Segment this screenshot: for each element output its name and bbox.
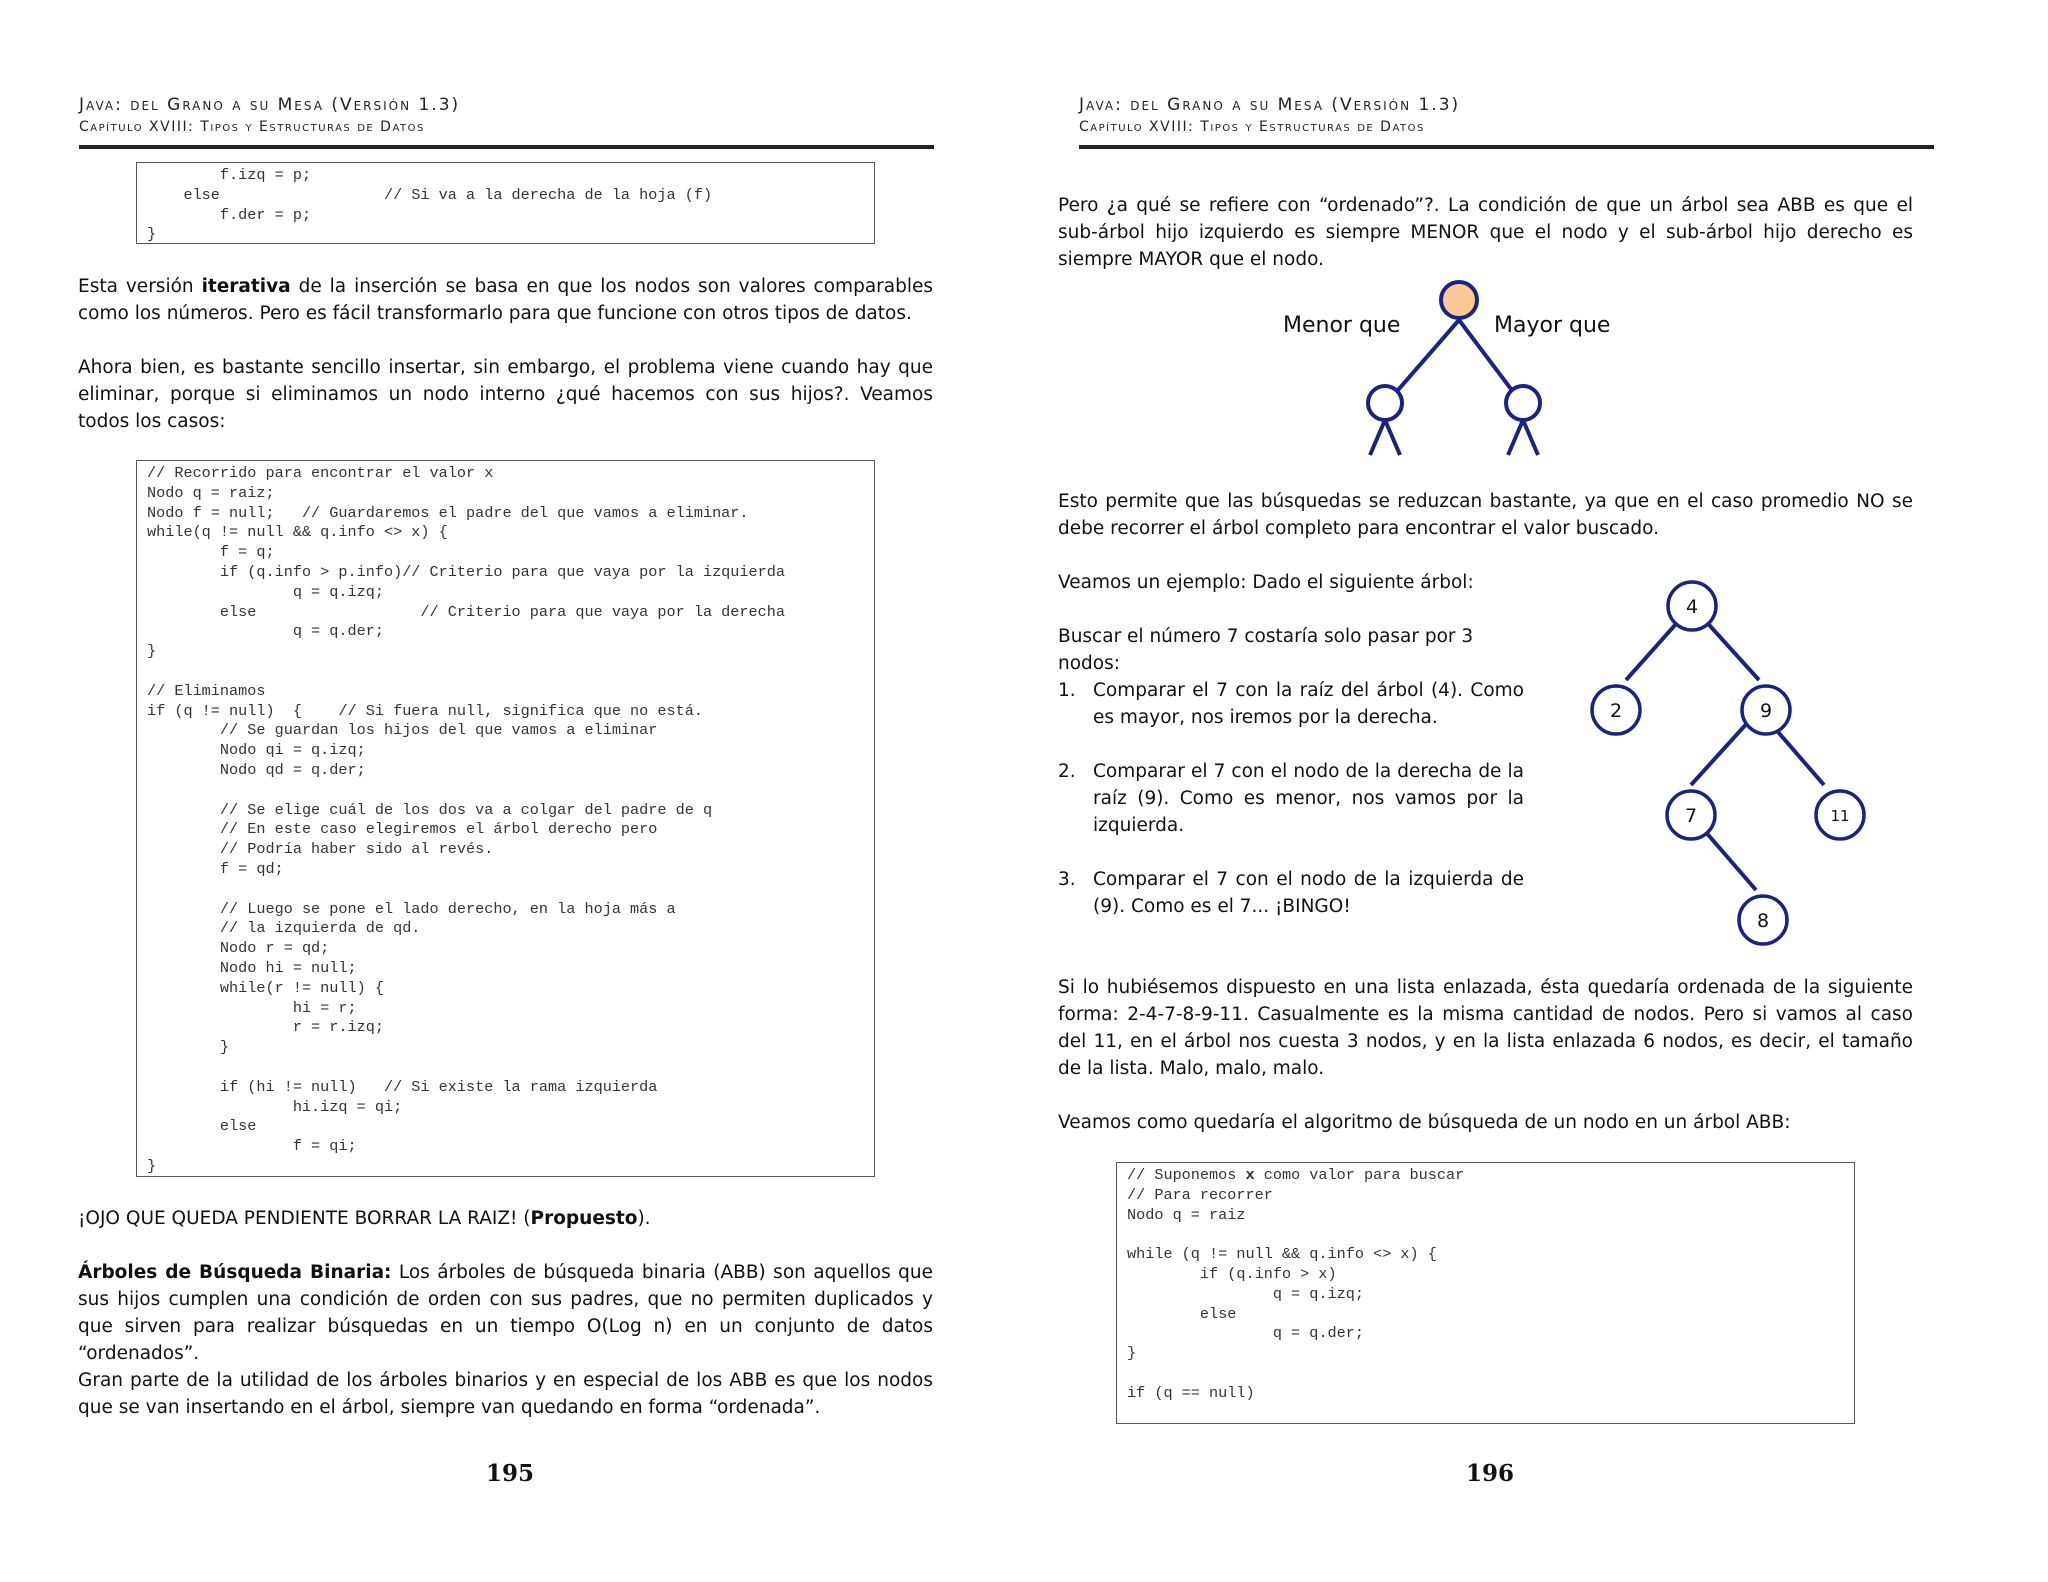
greater-than-label: Mayor que — [1494, 313, 1611, 338]
tree-node-4 — [1668, 582, 1716, 630]
chapter-title: Capítulo XVIII: Tipos y Estructuras de Datos — [79, 119, 425, 135]
list-number: 3. — [1058, 869, 1076, 890]
tree-node-9 — [1742, 686, 1790, 734]
list-text: Comparar el 7 con el nodo de la izquierda de (9). Como es el 7... ¡BINGO! — [1093, 869, 1524, 917]
bold-term: Propuesto — [530, 1208, 638, 1229]
paragraph-search-algorithm-intro: Veamos como quedaría el algoritmo de búsqueda de un nodo en un árbol ABB: — [1058, 1112, 1791, 1133]
node-label: 8 — [1756, 910, 1770, 932]
code-block-delete — [136, 460, 875, 1177]
paragraph-iterative — [78, 273, 933, 327]
tree-node-11 — [1816, 791, 1864, 839]
node-label: 4 — [1685, 596, 1699, 618]
code-block-search — [1116, 1162, 1855, 1424]
code-text — [1127, 1166, 1844, 1404]
list-number: 1. — [1058, 680, 1076, 701]
list-item-step-3 — [1058, 866, 1524, 922]
paragraph-example-intro: Veamos un ejemplo: Dado el siguiente árbol: — [1058, 572, 1474, 593]
paragraph-linked-list-compare: Si lo hubiésemos dispuesto en una lista enlazada, ésta quedaría ordenada de la siguiente forma: 2-4-7-8-9-11. Casualmente es la misma cantidad de nodos. Pero si vamos al caso del 11, en el árbol nos cuesta 3 nodos, y en la lista enlazada 6 nodos, es decir, el tamaño de la lista. Malo, malo, malo. — [1058, 977, 1913, 1079]
book-title: Java: del Grano a su Mesa (Versión 1.3) — [79, 95, 461, 115]
header-rule — [79, 145, 934, 149]
right-child-leg — [1523, 420, 1538, 455]
chapter-title: Capítulo XVIII: Tipos y Estructuras de Datos — [1079, 119, 1425, 135]
list-item-step-2 — [1058, 758, 1524, 842]
code-span: // Para recorrer Nodo q = raiz while (q != null && q.info <> x) { if (q.info > x) q = q.izq; else q = q.der; } if (q == null) — [1127, 1185, 1437, 1402]
node-label: 2 — [1609, 700, 1623, 722]
list-text: Comparar el 7 con la raíz del árbol (4). Como es mayor, nos iremos por la derecha. — [1093, 680, 1524, 728]
root-node — [1441, 282, 1477, 318]
less-than-label: Menor que — [1283, 313, 1401, 338]
paragraph-search-seven: Buscar el número 7 costaría solo pasar por 3 nodos: — [1058, 626, 1474, 674]
left-child-node — [1368, 386, 1402, 420]
text-span: Esta versión — [78, 276, 202, 297]
bold-term: Árboles de Búsqueda Binaria: — [78, 1262, 392, 1283]
text-span: Los árboles de búsqueda binaria (ABB) son aquellos que sus hijos cumplen una condición de orden con sus padres, que no permiten duplicados y que sirven para realizar búsquedas en un tiempo O(Log n) en un conjunto de datos “ordenados”. — [78, 1262, 933, 1364]
book-title: Java: del Grano a su Mesa (Versión 1.3) — [1079, 95, 1461, 115]
code-text: // Recorrido para encontrar el valor x Nodo q = raiz; Nodo f = null; // Guardaremos el padre del que vamos a eliminar. while(q != null && q.info <> x) { f = q; if (q.info > p.info)// Criterio para que vaya por la izquierda q = q.izq; else // Criterio para que vaya por la derecha q = q.der; } // Eliminamos if (q != null) { // Si fuera null, significa que no está. // Se guardan los hijos del que vamos a eliminar Nodo qi = q.izq; Nodo qd = q.der; // Se elige cuál de los dos va a colgar del padre de q // En este caso elegiremos el árbol derecho pero // Podría haber sido al revés. f = qd; // Luego se pone el lado derecho, en la hoja más a // la izquierda de qd. Nodo r = qd; Nodo hi = null; while(r != null) { hi = r; r = r.izq; } if (hi != null) // Si existe la rama izquierda hi.izq = qi; else f = qi; } — [147, 464, 785, 1175]
node-label: 7 — [1684, 805, 1698, 827]
text-span: ). — [637, 1208, 651, 1229]
paragraph-ordered-definition: Pero ¿a qué se refiere con “ordenado”?. La condición de que un árbol sea ABB es que el sub-árbol hijo izquierdo es siempre MENOR que el nodo y el sub-árbol hijo derecho es siempre MAYOR que el nodo. — [1058, 195, 1913, 270]
example-bst-diagram — [1584, 570, 1904, 950]
text-span: de la inserción se basa en que los nodos son valores comparables como los números. Pero es fácil transformarlo para que funcione con otros tipos de datos. — [78, 276, 933, 324]
list-number: 2. — [1058, 761, 1076, 782]
right-child-leg — [1508, 420, 1523, 455]
left-child-leg — [1370, 420, 1385, 455]
right-page — [1024, 0, 2048, 1582]
paragraph-abb-utility: Gran parte de la utilidad de los árboles binarios y en especial de los ABB es que los nodos que se van insertando en el árbol, siempre van quedando en forma “ordenada”. — [78, 1370, 933, 1418]
paragraph-delete-intro: Ahora bien, es bastante sencillo insertar, sin embargo, el problema viene cuando hay que eliminar, porque si eliminamos un nodo interno ¿qué hacemos con sus hijos?. Veamos todos los casos: — [78, 357, 933, 432]
page-number: 196 — [1466, 1460, 1515, 1487]
tree-node-8 — [1739, 896, 1787, 944]
right-child-node — [1506, 386, 1540, 420]
paragraph-abb-definition — [78, 1259, 933, 1367]
paragraph-search-benefit: Esto permite que las búsquedas se reduzcan bastante, ya que en el caso promedio NO se debe recorrer el árbol completo para encontrar el valor buscado. — [1058, 491, 1913, 539]
code-span: como valor para buscar — [1254, 1166, 1465, 1184]
code-span: // Suponemos — [1127, 1166, 1246, 1184]
code-block-insert-end — [136, 162, 875, 244]
left-child-leg — [1385, 420, 1400, 455]
page-number: 195 — [486, 1460, 535, 1487]
bold-term: iterativa — [201, 276, 291, 297]
node-label: 9 — [1759, 700, 1773, 722]
paragraph-pending-root — [78, 1205, 933, 1232]
list-item-step-1 — [1058, 677, 1524, 733]
header-rule — [1079, 145, 1934, 149]
list-text: Comparar el 7 con el nodo de la derecha de la raíz (9). Como es menor, nos vamos por la izquierda. — [1093, 761, 1524, 836]
text-span: ¡OJO QUE QUEDA PENDIENTE BORRAR LA RAIZ! ( — [78, 1208, 531, 1229]
node-label: 11 — [1830, 807, 1850, 825]
code-text: f.izq = p; else // Si va a la derecha de la hoja (f) f.der = p; } — [147, 166, 713, 244]
tree-node-2 — [1592, 686, 1640, 734]
code-bold-var: x — [1245, 1166, 1255, 1184]
abb-concept-diagram — [1274, 270, 1654, 470]
tree-node-7 — [1667, 791, 1715, 839]
